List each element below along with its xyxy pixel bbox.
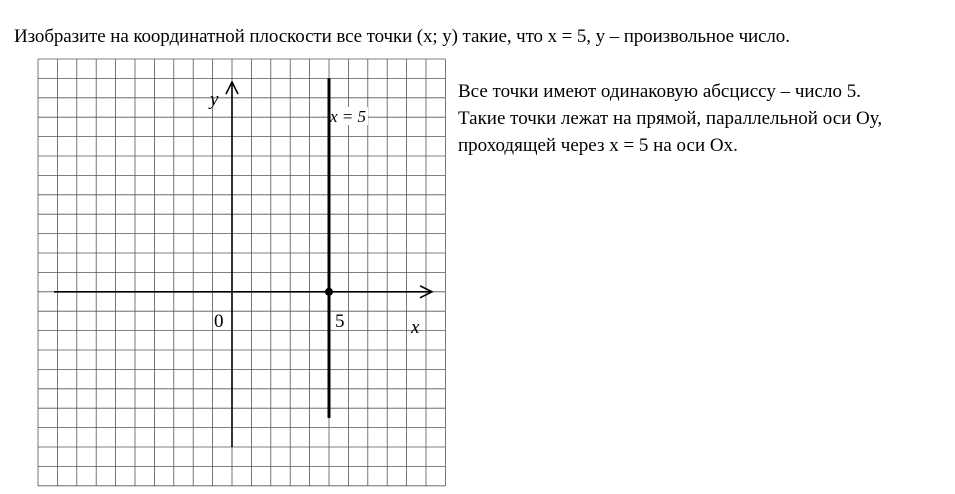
- point-5-0: [325, 288, 333, 296]
- explanation-line-1: Все точки имеют одинаковую абсциссу – число 5.: [458, 81, 861, 102]
- origin-label: 0: [214, 311, 224, 332]
- tick-label-5: 5: [335, 311, 345, 332]
- line-equation-label: x = 5: [330, 107, 367, 126]
- grid-lines: [38, 59, 445, 486]
- y-axis-label: y: [210, 89, 219, 110]
- explanation-line-2: Такие точки лежат на прямой, параллельной оси Оу,: [458, 108, 883, 129]
- x-axis-label: x: [411, 317, 420, 338]
- task-statement: Изобразите на координатной плоскости все точки (х; у) такие, что х = 5, у – произвольное число.: [14, 26, 790, 47]
- explanation-line-3: проходящей через х = 5 на оси Ох.: [458, 135, 738, 156]
